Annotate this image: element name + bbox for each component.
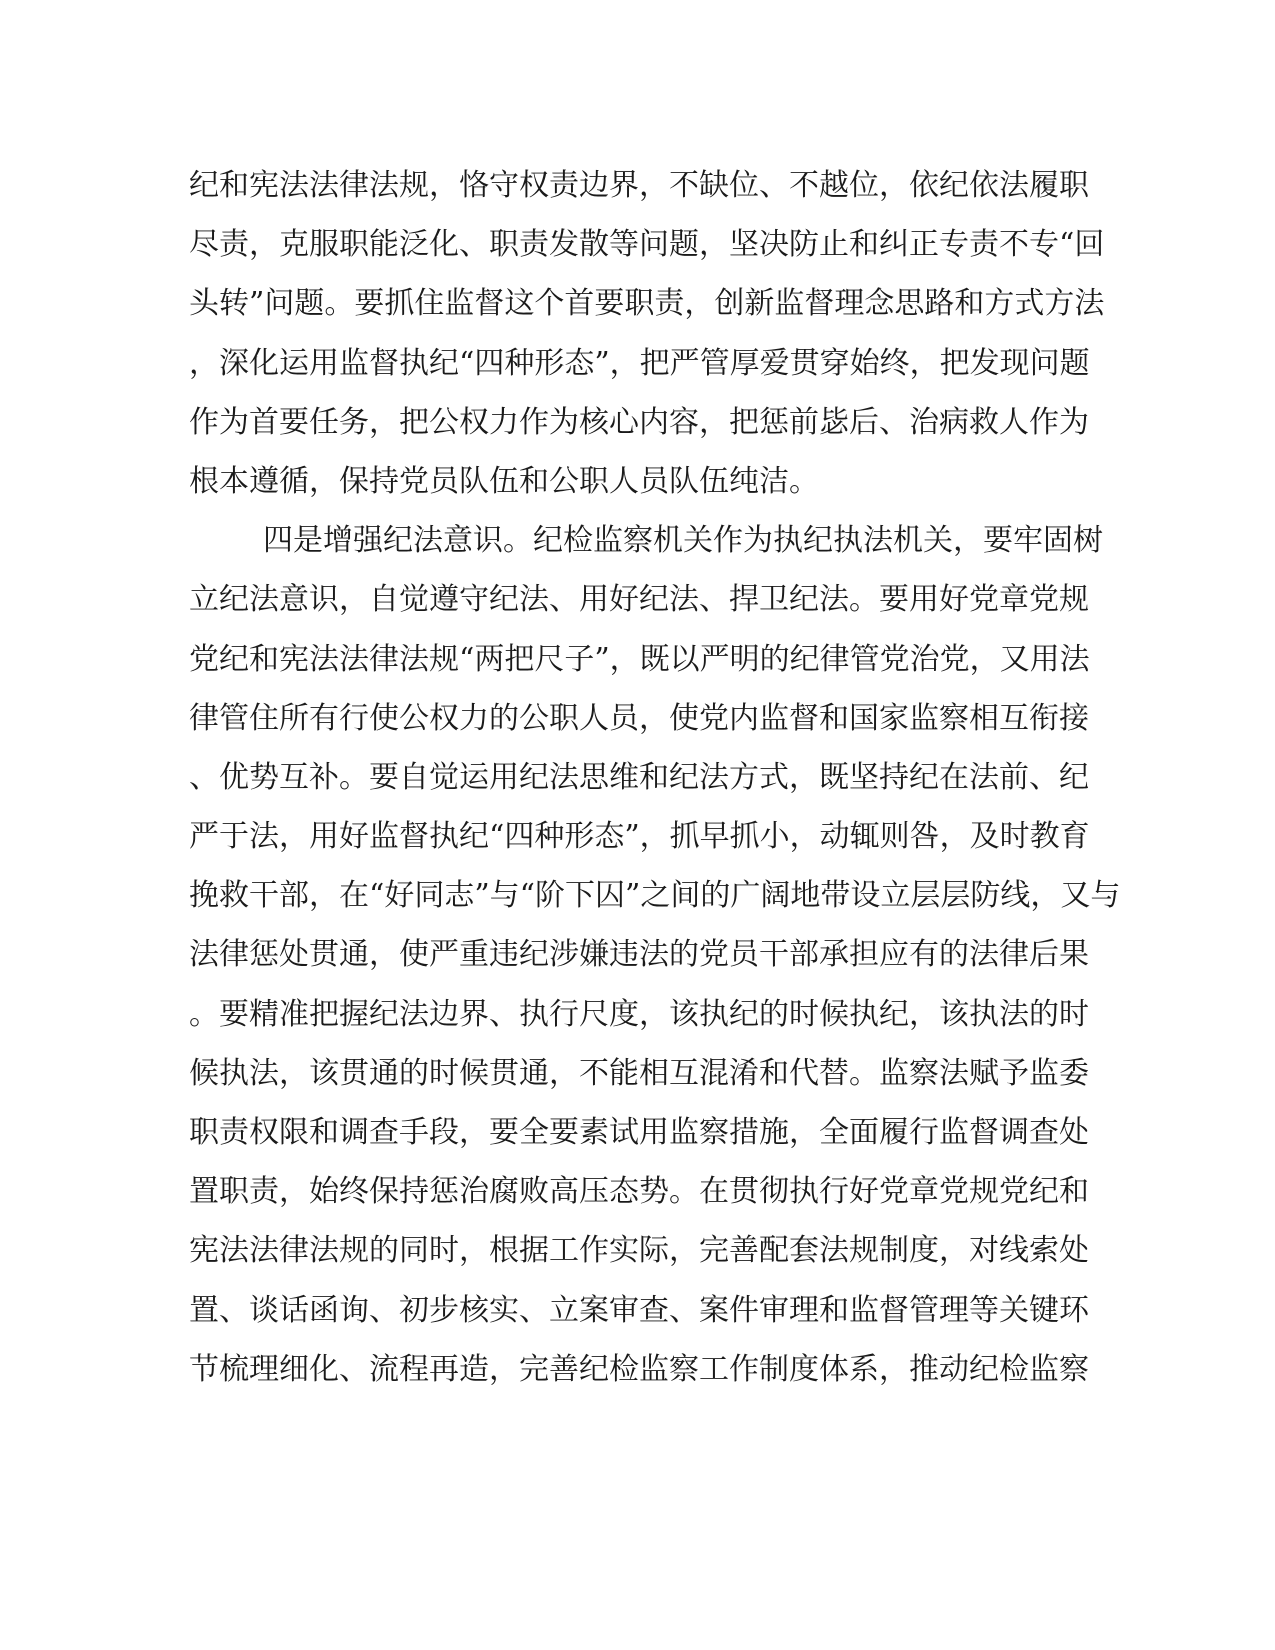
text-line: 置职责，始终保持惩治腐败高压态势。在贯彻执行好党章党规党纪和 [189,1174,1089,1210]
text-line: 尽责，克服职能泛化、职责发散等问题，坚决防止和纠正专责不专“回 [189,227,1105,263]
text-line: 头转”问题。要抓住监督这个首要职责，创新监督理念思路和方式方法 [189,286,1105,322]
text-line: 。要精准把握纪法边界、执行尺度，该执纪的时候执纪，该执法的时 [189,996,1089,1032]
text-line: 挽救干部，在“好同志”与“阶下囚”之间的广阔地带设立层层防线，又与 [189,878,1121,914]
text-line: 法律惩处贯通，使严重违纪涉嫌违法的党员干部承担应有的法律后果 [189,937,1089,973]
text-line: 立纪法意识，自觉遵守纪法、用好纪法、捍卫纪法。要用好党章党规 [189,582,1089,618]
text-line: 、优势互补。要自觉运用纪法思维和纪法方式，既坚持纪在法前、纪 [189,759,1089,795]
text-line: 候执法，该贯通的时候贯通，不能相互混淆和代替。监察法赋予监委 [189,1055,1089,1091]
text-line: 职责权限和调查手段，要全要素试用监察措施，全面履行监督调查处 [189,1115,1089,1150]
text-line: 律管住所有行使公权力的公职人员，使党内监督和国家监察相互衔接 [189,700,1089,736]
text-line: 节梳理细化、流程再造，完善纪检监察工作制度体系，推动纪检监察 [189,1351,1089,1387]
text-line: 党纪和宪法法律法规“两把尺子”，既以严明的纪律管党治党，又用法 [189,641,1090,677]
body-text [189,156,1121,1399]
text-line: 严于法，用好监督执纪“四种形态”，抓早抓小，动辄则咎，及时教育 [189,819,1090,855]
text-line: 置、谈话函询、初步核实、立案审查、案件审理和监督管理等关键环 [189,1292,1089,1328]
text-line: 纪和宪法法律法规，恪守权责边界，不缺位、不越位，依纪依法履职 [189,168,1089,203]
text-line: 根本遵循，保持党员队伍和公职人员队伍纯洁。 [189,463,819,499]
text-line: 作为首要任务，把公权力作为核心内容，把惩前毖后、治病救人作为 [189,404,1089,440]
text-line: ，深化运用监督执纪“四种形态”，把严管厚爱贯穿始终，把发现问题 [189,345,1090,381]
paragraph-first-line: 四是增强纪法意识。纪检监察机关作为执纪执法机关，要牢固树 [263,523,1103,559]
text-line: 宪法法律法规的同时，根据工作实际，完善配套法规制度，对线索处 [189,1233,1089,1269]
